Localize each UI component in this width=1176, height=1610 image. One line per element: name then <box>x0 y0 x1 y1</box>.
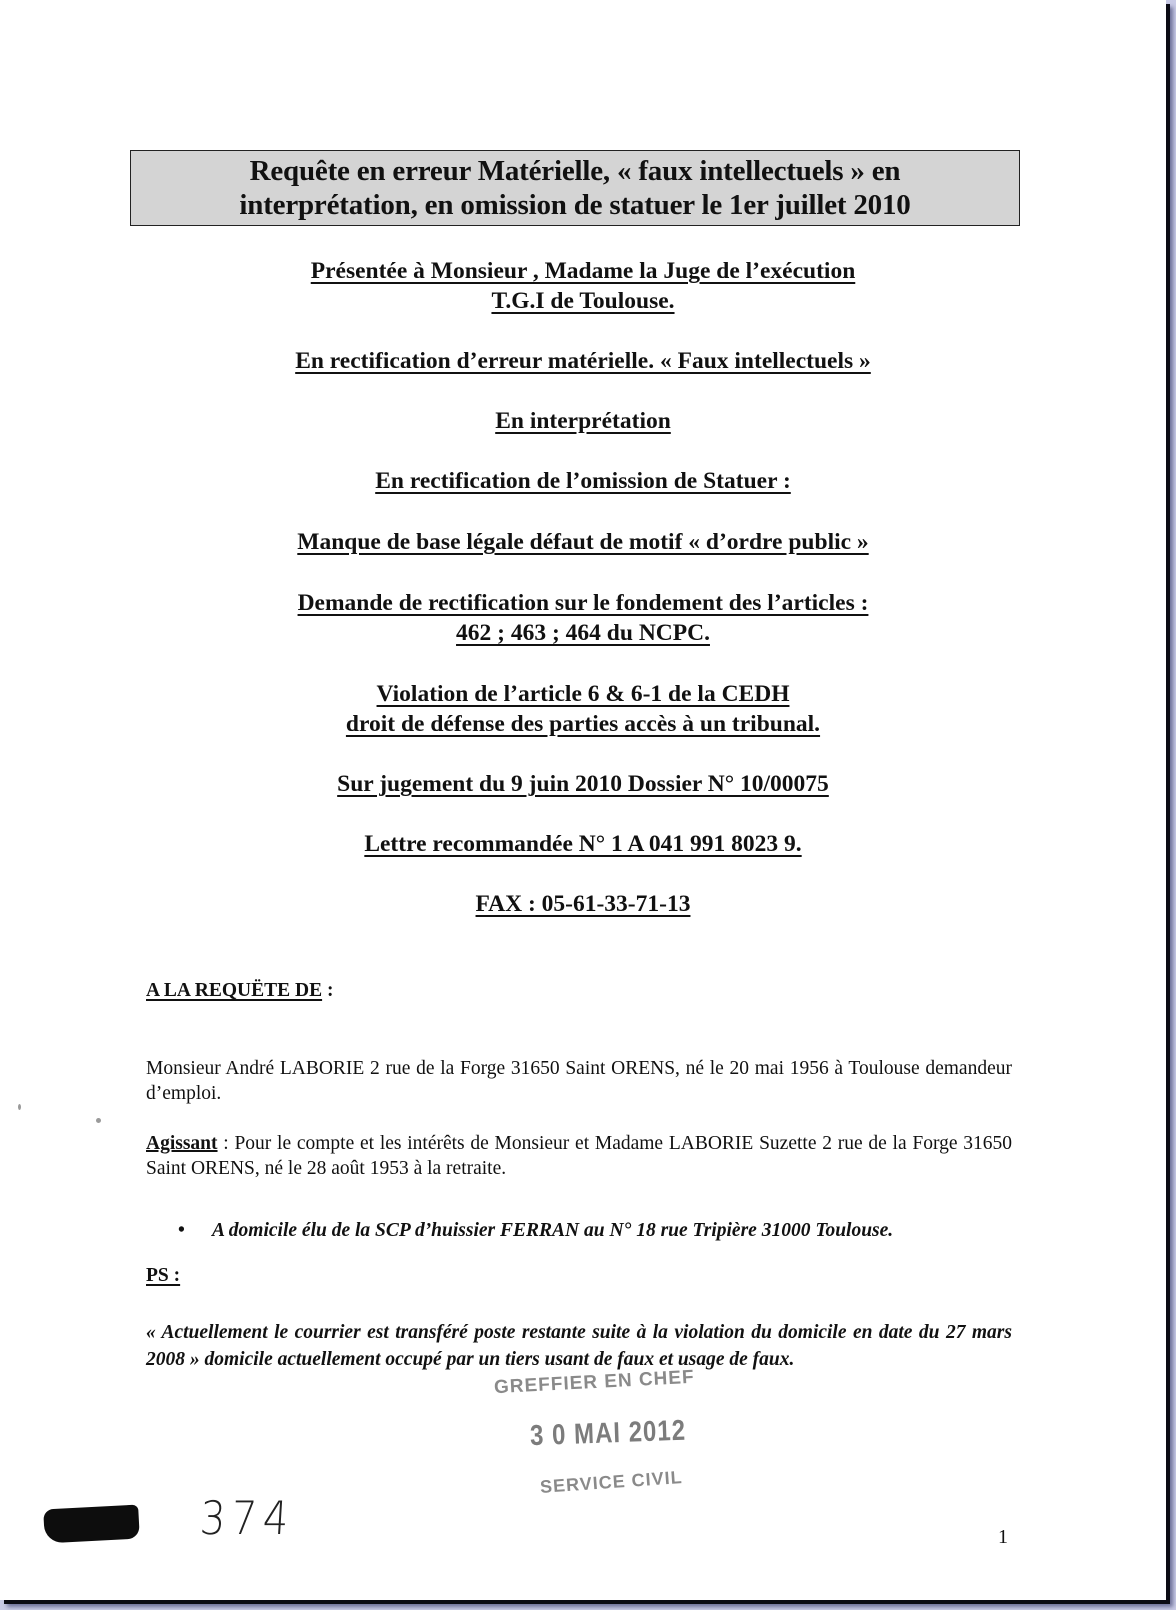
heading-text: FAX : 05-61-33-71-13 <box>475 891 691 917</box>
stamp-date: 3 0 MAI 2012 <box>529 1414 687 1453</box>
heading-text: Sur jugement du 9 juin 2010 Dossier N° 10/00075 <box>337 771 829 797</box>
heading-text: droit de défense des parties accès à un tribunal. <box>345 711 821 737</box>
heading-presentee-line-1: Présentée à Monsieur , Madame la Juge de l’exécution <box>310 258 856 284</box>
requete-label <box>146 980 333 1002</box>
heading-manque-base-legale <box>0 527 1166 557</box>
domicile-text: A domicile élu de la SCP d’huissier FERRAN au N° 18 rue Tripière 31000 Toulouse. <box>212 1220 894 1241</box>
heading-text: En interprétation <box>495 408 671 434</box>
heading-text: Demande de rectification sur le fondement des l’articles : <box>297 590 869 616</box>
agissant-label: Agissant <box>146 1133 218 1154</box>
bullet-icon: • <box>178 1220 185 1241</box>
heading-jugement <box>0 769 1166 799</box>
title-line-2: interprétation, en omission de statuer le 1er juillet 2010 <box>239 189 911 221</box>
heading-text: En rectification d’erreur matérielle. « Faux intellectuels » <box>295 348 871 374</box>
handwritten-number: 374 <box>198 1492 296 1546</box>
title-line-1: Requête en erreur Matérielle, « faux intellectuels » en <box>249 155 901 187</box>
heading-text: En rectification de l’omission de Statuer : <box>375 468 791 494</box>
heading-text: Violation de l’article 6 & 6-1 de la CEDH <box>376 681 790 707</box>
scan-speck <box>96 1118 101 1123</box>
ps-label-text: PS : <box>146 1265 181 1286</box>
domicile-bullet <box>178 1218 1012 1243</box>
page-number: 1 <box>998 1526 1008 1548</box>
title-box <box>130 150 1020 226</box>
heading-presentee <box>0 256 1166 316</box>
requete-colon: : <box>322 980 334 1001</box>
heading-articles: 462 ; 463 ; 464 du NCPC. <box>456 620 710 646</box>
heading-fax <box>0 889 1166 919</box>
heading-presentee-line-2: T.G.I de Toulouse. <box>491 288 675 314</box>
heading-interpretation <box>0 406 1166 436</box>
heading-violation-cedh <box>0 679 1166 739</box>
redaction-mark <box>43 1505 140 1544</box>
heading-rectification-erreur <box>0 346 1166 376</box>
requete-label-text: A LA REQUËTE DE <box>146 980 323 1001</box>
heading-lettre-recommandee <box>0 829 1166 859</box>
stamp-greffier: GREFFIER EN CHEF <box>493 1366 696 1399</box>
agissant-text: : Pour le compte et les intérêts de Monsieur et Madame LABORIE Suzette 2 rue de la Forge 31650 Saint ORENS, né le 28 août 1953 à la retraite. <box>146 1133 1012 1179</box>
agissant-paragraph <box>146 1131 1012 1181</box>
heading-demande-rectification <box>0 588 1166 648</box>
heading-text: Lettre recommandée N° 1 A 041 991 8023 9. <box>364 831 802 857</box>
ps-note: « Actuellement le courrier est transféré poste restante suite à la violation du domicile en date du 27 mars 2008 » domicile actuellement occupé par un tiers usant de faux et usage de faux. <box>146 1322 1012 1370</box>
stamp-service-civil: SERVICE CIVIL <box>539 1467 684 1497</box>
heading-text: Manque de base légale défaut de motif « d’ordre public » <box>297 529 869 555</box>
requerant-paragraph: Monsieur André LABORIE 2 rue de la Forge 31650 Saint ORENS, né le 20 mai 1956 à Toulouse demandeur d’emploi. <box>146 1058 1012 1104</box>
scan-speck <box>18 1104 21 1110</box>
ps-label <box>146 1265 180 1287</box>
heading-omission-statuer <box>0 466 1166 496</box>
